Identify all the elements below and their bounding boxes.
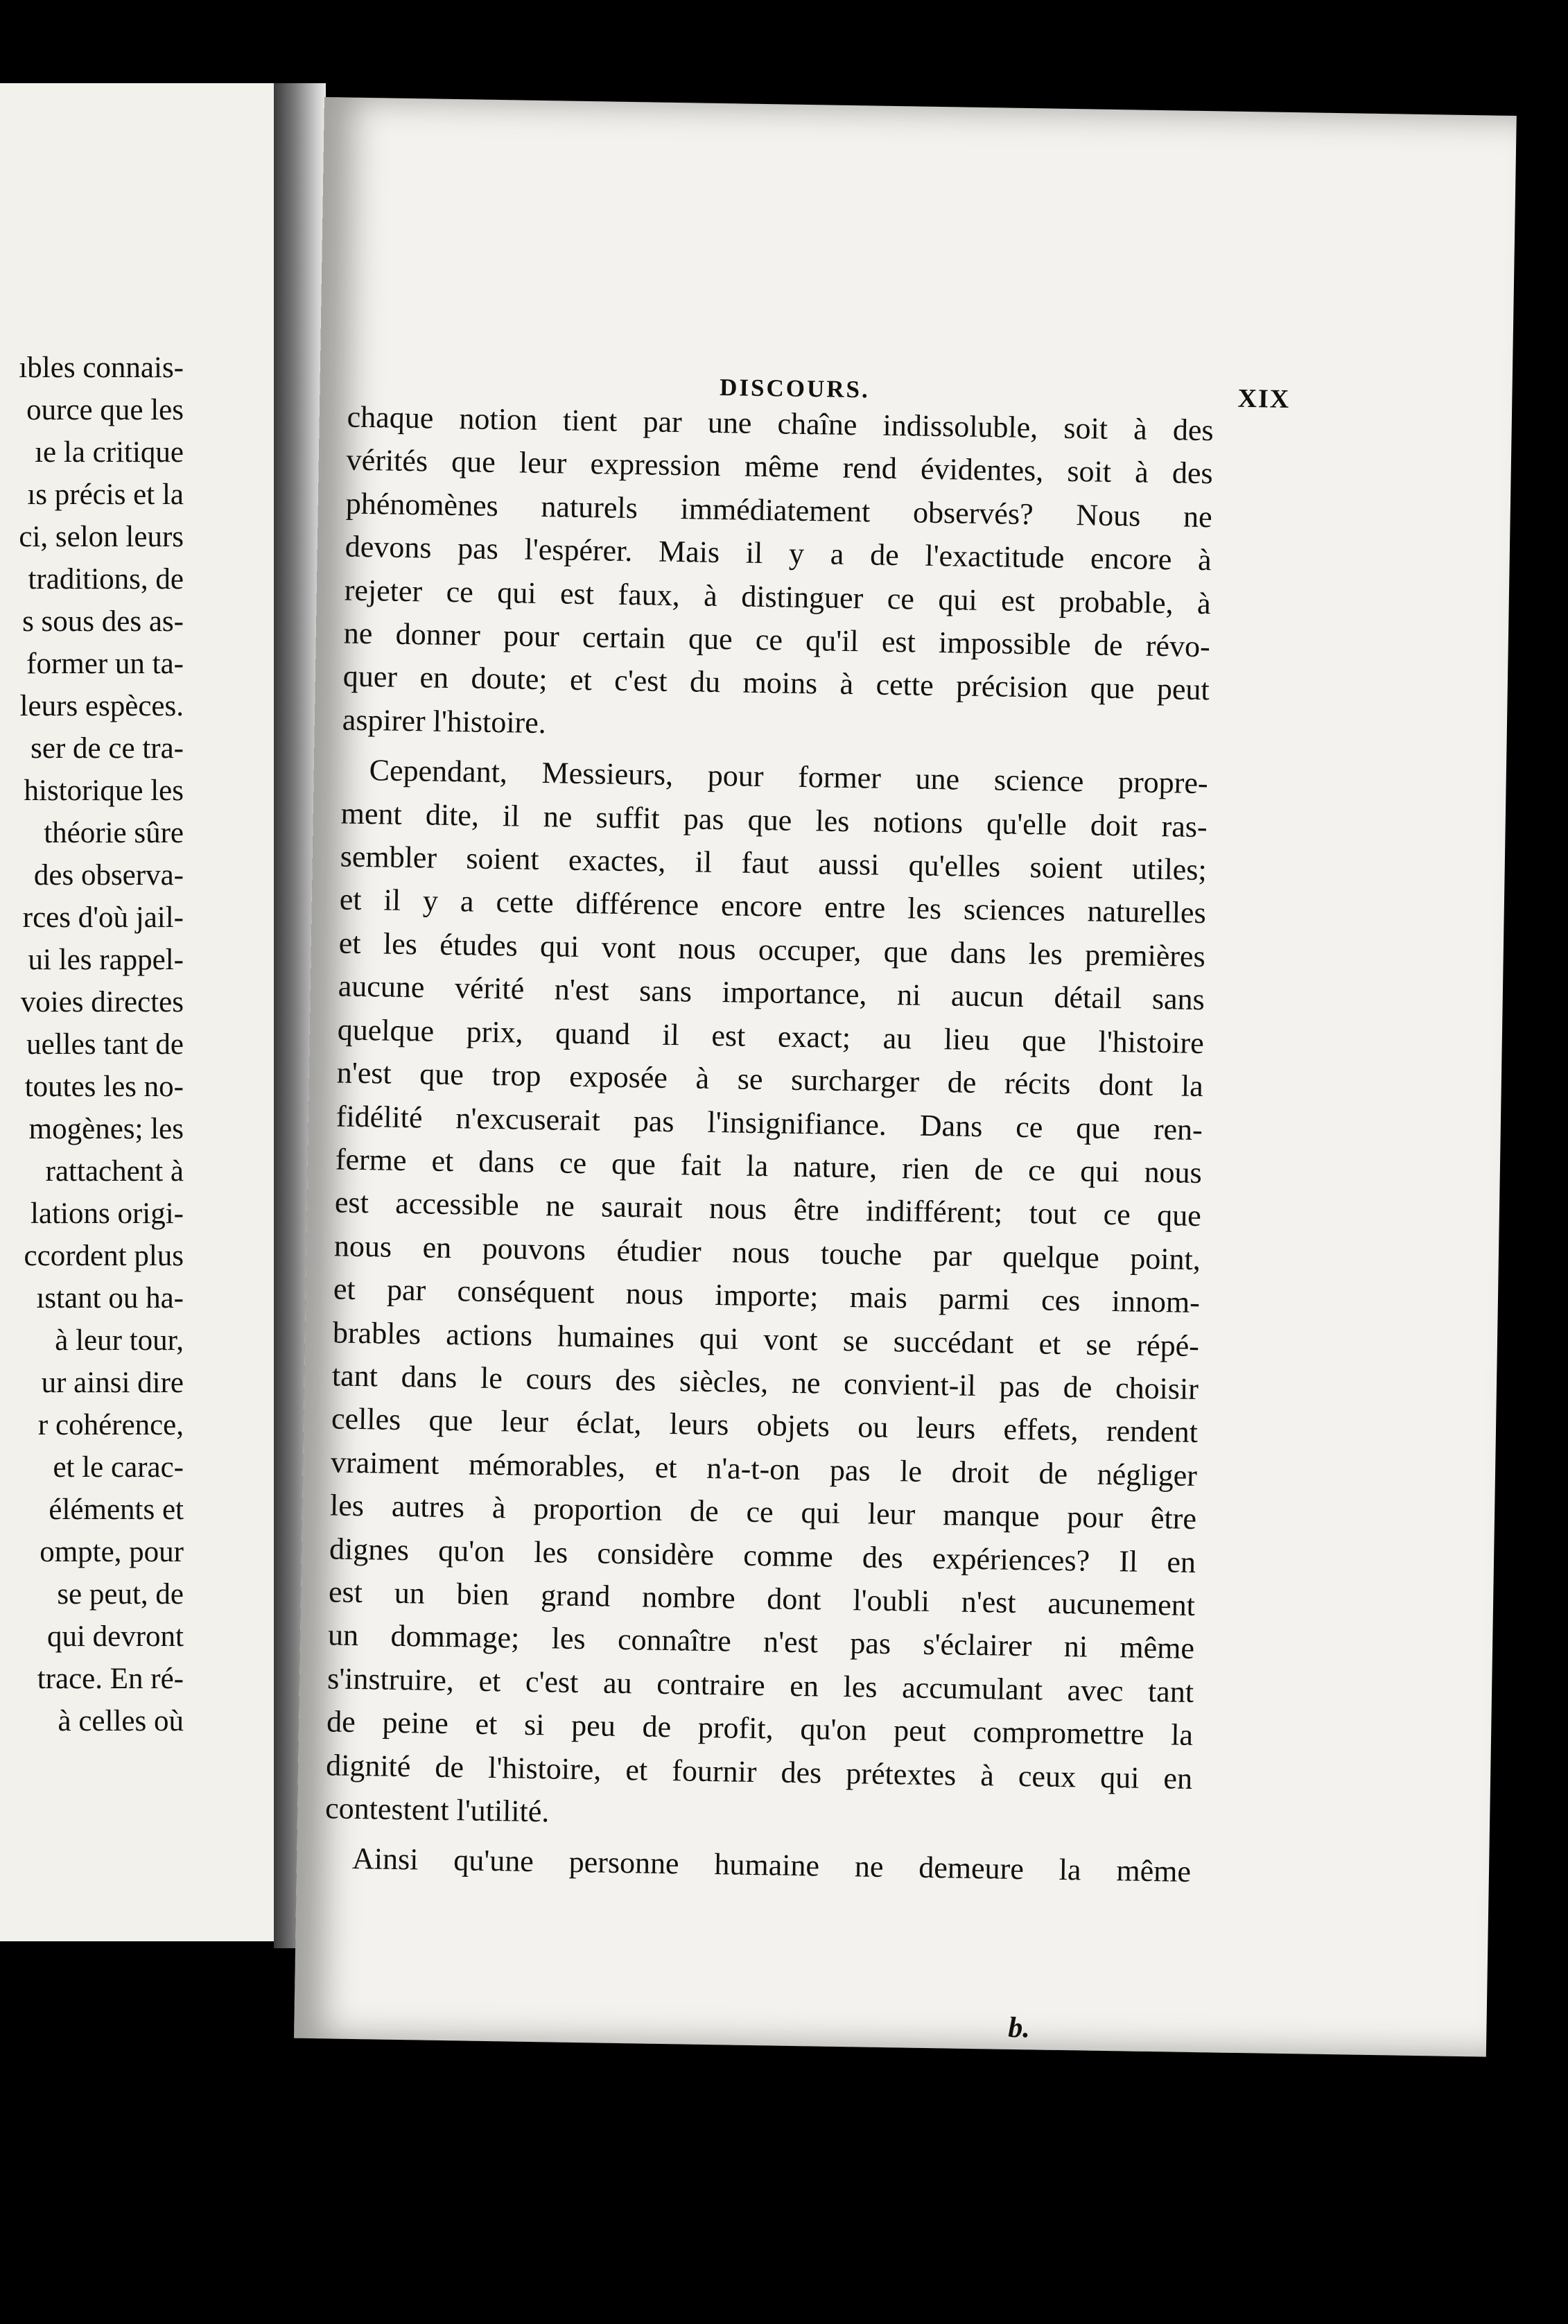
- paragraph: [342, 396, 1214, 756]
- text-line: quer en doute; et c'est du moins à cette précision que peut: [342, 659, 1210, 707]
- left-page-line: uelles tant de: [26, 1028, 184, 1061]
- text-line: devons pas l'espérer. Mais il y a de l'exactitude encore à: [345, 529, 1212, 578]
- left-page-line: éléments et: [49, 1493, 184, 1526]
- text-line: ferme et dans ce que fait la nature, rien de ce qui nous: [335, 1142, 1203, 1190]
- left-page-line: ccordent plus: [24, 1240, 184, 1272]
- left-page-line: et le carac-: [53, 1451, 184, 1484]
- text-line: nous en pouvons étudier nous touche par quelque point,: [333, 1229, 1201, 1276]
- left-page-line: à leur tour,: [55, 1324, 184, 1357]
- text-line: dignité de l'histoire, et fournir des prétextes à ceux qui en: [325, 1747, 1193, 1796]
- signature-mark: b.: [1008, 2011, 1031, 2045]
- body-text: [324, 396, 1214, 1901]
- left-page-line: voies directes: [20, 986, 184, 1018]
- text-line: Cependant, Messieurs, pour former une science propre-: [369, 753, 1208, 801]
- text-line: et les études qui vont nous occuper, que dans les premières: [338, 926, 1206, 973]
- left-page-line: rattachent à: [45, 1155, 184, 1188]
- left-page-line: toutes les no-: [24, 1070, 184, 1103]
- scan-border: [1517, 97, 1568, 2324]
- text-line: tant dans le cours des siècles, ne convient-il pas de choisir: [331, 1358, 1199, 1406]
- left-page-text: [0, 347, 274, 1742]
- left-page-line: lations origi-: [31, 1197, 184, 1230]
- left-page-line: ur ainsi dire: [41, 1367, 184, 1399]
- text-line: de peine et si peu de profit, qu'on peut compromettre la: [326, 1704, 1194, 1753]
- running-title: DISCOURS.: [719, 374, 871, 404]
- text-line: est accessible ne saurait nous être indifférent; tout ce que: [334, 1185, 1202, 1233]
- left-page-line: ource que les: [26, 394, 184, 426]
- text-line: fidélité n'excuserait pas l'insignifiance. Dans ce que ren-: [336, 1098, 1203, 1147]
- paragraph: [324, 1837, 1192, 1894]
- left-page-line: théorie sûre: [44, 817, 184, 849]
- left-page-line: à celles où: [58, 1705, 184, 1737]
- left-page-line: ui les rappel-: [28, 944, 184, 976]
- page-number: XIX: [1237, 383, 1291, 414]
- left-page-line: ıs précis et la: [27, 478, 184, 511]
- left-page-line: former un ta-: [26, 648, 184, 680]
- left-facing-page: [0, 83, 290, 1941]
- text-line: celles que leur éclat, leurs objets ou leurs effets, rendent: [331, 1401, 1199, 1450]
- paragraph: [325, 749, 1208, 1844]
- text-line: ne donner pour certain que ce qu'il est impossible de révo-: [343, 616, 1211, 664]
- text-line: Ainsi qu'une personne humaine ne demeure la même: [351, 1841, 1192, 1889]
- left-page-line: leurs espèces.: [19, 690, 184, 722]
- left-page-line: mogènes; les: [28, 1113, 184, 1145]
- right-page: [294, 97, 1517, 2057]
- left-page-line: se peut, de: [57, 1578, 184, 1611]
- left-page-line: rces d'où jail-: [22, 901, 184, 934]
- left-page-line: ıstant ou ha-: [36, 1282, 184, 1315]
- text-line: rejeter ce qui est faux, à distinguer ce qui est probable, à: [344, 573, 1212, 621]
- text-line: sembler soient exactes, il faut aussi qu'elles soient utiles;: [340, 839, 1208, 887]
- text-line: quelque prix, quand il est exact; au lieu que l'histoire: [337, 1012, 1205, 1060]
- left-page-line: r cohérence,: [37, 1409, 184, 1441]
- left-page-line: trace. En ré-: [37, 1663, 184, 1695]
- left-page-line: s sous des as-: [22, 605, 184, 638]
- left-page-line: ompte, pour: [40, 1536, 184, 1568]
- text-line: aucune vérité n'est sans importance, ni aucun détail sans: [338, 969, 1205, 1017]
- text-line: un dommage; les connaître n'est pas s'éclairer ni même: [327, 1618, 1195, 1666]
- left-page-line: traditions, de: [28, 563, 184, 596]
- text-line: et par conséquent nous importe; mais parmi ces innom-: [333, 1272, 1201, 1320]
- text-line: n'est que trop exposée à se surcharger de récits dont la: [336, 1055, 1204, 1104]
- text-line: vraiment mémorables, et n'a-t-on pas le droit de négliger: [330, 1445, 1198, 1493]
- text-line: dignes qu'on les considère comme des expériences? Il en: [329, 1531, 1196, 1579]
- text-line: vérités que leur expression même rend évidentes, soit à des: [346, 442, 1214, 491]
- text-line: les autres à proportion de ce qui leur manque pour être: [329, 1488, 1197, 1536]
- left-page-line: des observa-: [33, 859, 184, 892]
- text-line: s'instruire, et c'est au contraire en les accumulant avec tant: [326, 1661, 1194, 1709]
- text-line: ment dite, il ne suffit pas que les notions qu'elle doit ras-: [340, 796, 1208, 844]
- text-line: contestent l'utilité.: [324, 1791, 550, 1829]
- text-line: phénomènes naturels immédiatement observés? Nous ne: [345, 486, 1213, 534]
- left-page-line: historique les: [24, 774, 184, 807]
- text-line: et il y a cette différence encore entre les sciences naturelles: [339, 882, 1207, 930]
- left-page-line: ci, selon leurs: [19, 521, 184, 553]
- text-line: est un bien grand nombre dont l'oubli n'est aucunement: [328, 1575, 1196, 1622]
- left-page-line: ıbles connais-: [19, 352, 184, 384]
- left-page-line: ıe la critique: [35, 436, 184, 469]
- text-line: aspirer l'histoire.: [342, 702, 547, 740]
- left-page-line: ser de ce tra-: [31, 732, 184, 765]
- text-line: chaque notion tient par une chaîne indissoluble, soit à des: [347, 399, 1214, 448]
- left-page-line: qui devront: [46, 1620, 184, 1653]
- text-line: brables actions humaines qui vont se succédant et se répé-: [332, 1315, 1200, 1363]
